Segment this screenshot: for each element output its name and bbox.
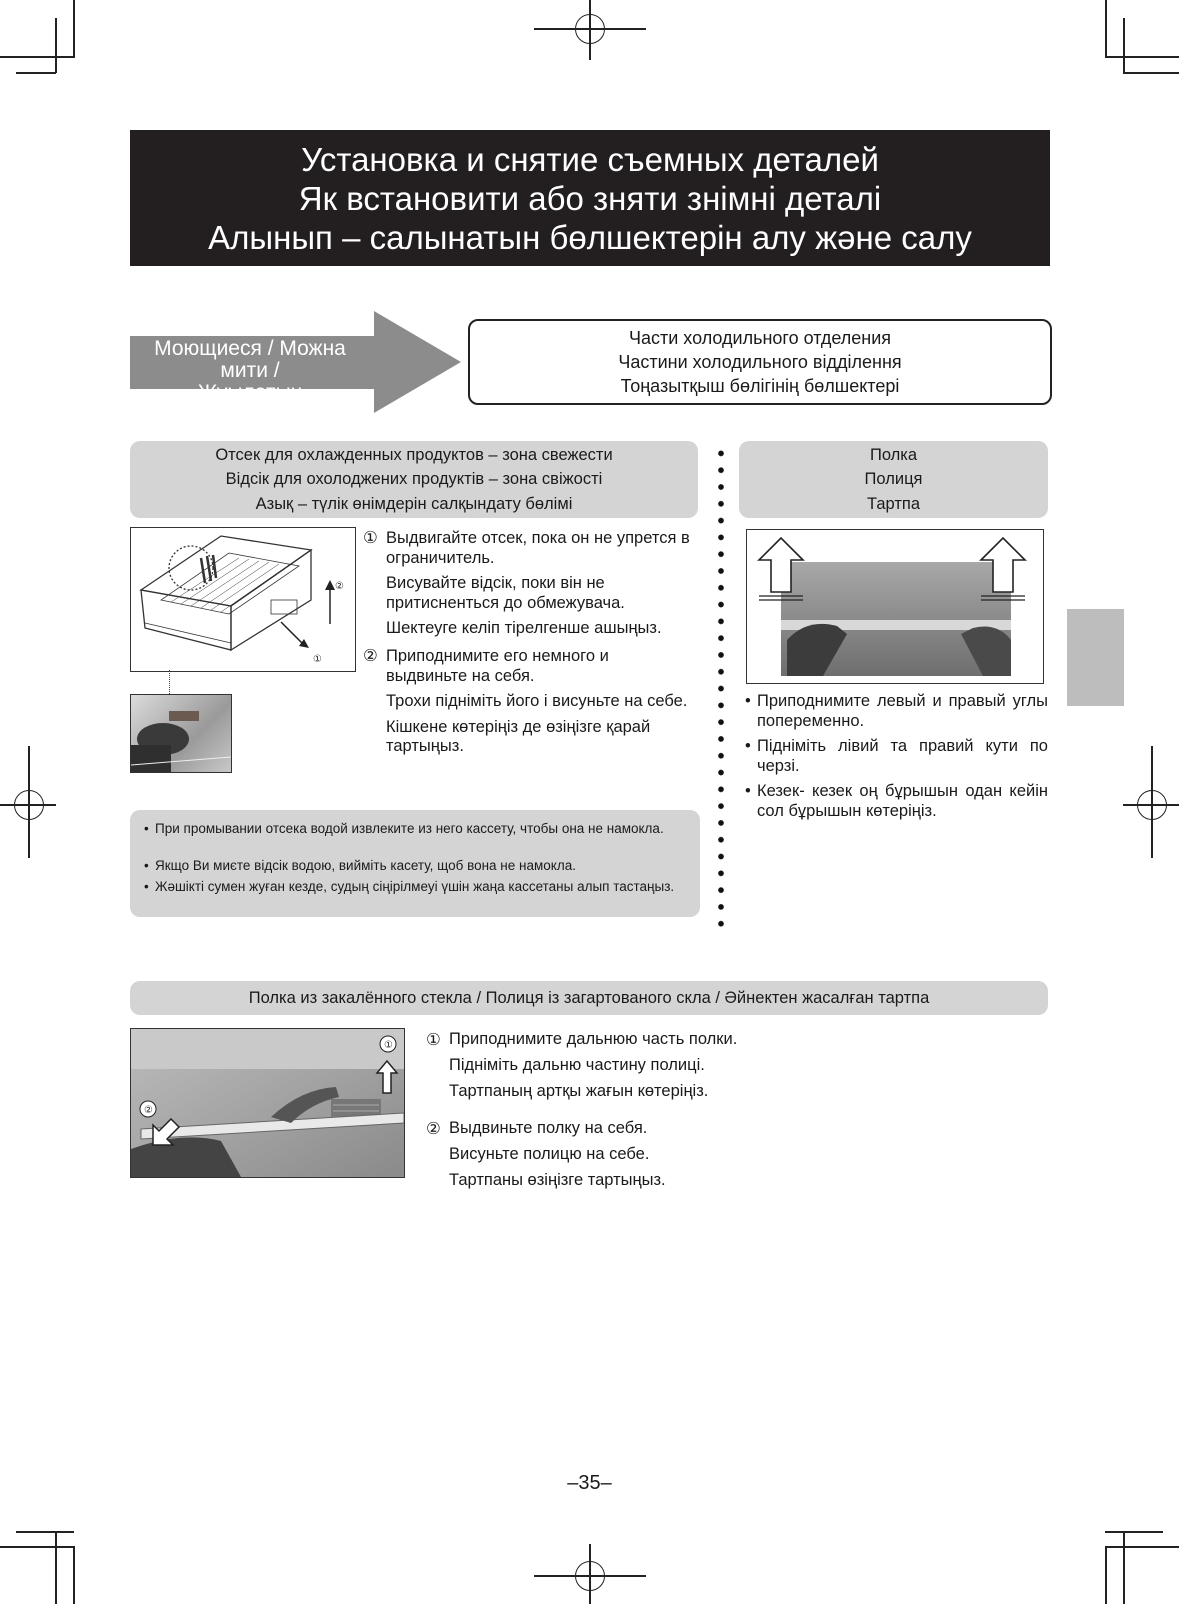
crop-mark: [1123, 18, 1125, 73]
shelf-header-ru: Полка: [869, 445, 918, 464]
chilled-step-2-kk: Кішкене көтеріңіз де өзіңізге қарай тартыңыз.: [386, 717, 651, 755]
section-tab: [1067, 609, 1124, 706]
note-text: Жәшікті сумен жуған кезде, судың сіңірілмеуі үшін жаңа кассетаны алып тастаңыз.: [155, 879, 675, 894]
washable-label-line1: Моющиеся / Можна мити /: [154, 337, 346, 382]
bullet: •: [745, 782, 751, 800]
title-ru: Установка и снятие съемных деталей: [301, 140, 879, 178]
chilled-header-kk: Азық – түлік өнімдерін салқындату бөлімі: [255, 494, 573, 513]
shelf-header: [739, 441, 1048, 518]
chilled-step-1: [363, 529, 703, 645]
glass-step-2-kk: Тартпаны өзіңізге тартыңыз.: [449, 1171, 666, 1189]
chilled-step-2-ru: Приподнимите его немного и выдвиньте на себя.: [386, 647, 609, 685]
registration-mark: [575, 14, 605, 44]
note-text: При промывании отсека водой извлеките из него кассету, чтобы она не намокла.: [155, 821, 664, 836]
glass-step-1-ru: Приподнимите дальнюю часть полки.: [449, 1030, 738, 1048]
shelf-header-kk: Тартпа: [867, 494, 920, 513]
crop-mark: [16, 1531, 74, 1533]
page-title: [130, 130, 1050, 266]
shelf-bullet: [745, 737, 1048, 776]
drawer-photo: [130, 694, 232, 773]
note-item: [144, 821, 684, 837]
glass-shelf-header-text: Полка из закалённого стекла / Полиця із загартованого скла / Әйнектен жасалған тартпа: [248, 988, 930, 1007]
glass-shelf-illustration: [131, 1029, 404, 1177]
crop-mark: [1105, 1546, 1179, 1548]
shelf-bullet: [745, 692, 1048, 731]
glass-step-1-kk: Тартпаның артқы жағын көтеріңіз.: [449, 1082, 709, 1100]
shelf-header-uk: Полиця: [864, 470, 923, 489]
bullet: •: [144, 858, 149, 873]
crop-mark: [1105, 1531, 1163, 1533]
glass-step-2-uk: Висуньте полицю на себе.: [449, 1145, 650, 1163]
photo-label-two: ②: [144, 1105, 153, 1116]
crop-mark: [1105, 56, 1179, 58]
bullet: •: [144, 821, 149, 836]
drawer-diagram: [130, 527, 356, 672]
crop-mark: [0, 56, 73, 58]
washable-label: [130, 338, 370, 404]
chilled-header-ru: Отсек для охлажденных продуктов – зона свежести: [215, 445, 613, 464]
crop-mark: [0, 1546, 73, 1548]
photo-label-one: ①: [384, 1040, 393, 1051]
glass-step-1-uk: Підніміть дальню частину полиці.: [449, 1056, 705, 1074]
shelf-bullet: [745, 782, 1048, 821]
title-uk: Як встановити або зняти знімні деталі: [298, 179, 882, 217]
crop-mark: [55, 1531, 57, 1604]
glass-step-1-number: ①: [426, 1031, 441, 1049]
title-kk: Алынып – салынатын бөлшектерін алу және салу: [208, 218, 972, 256]
shelf-photo: [746, 529, 1044, 684]
note-text: Якщо Ви миєте відсік водою, вийміть касету, щоб вона не намокла.: [155, 858, 576, 873]
note-item: [144, 858, 684, 874]
bullet: •: [144, 879, 149, 894]
crop-mark: [73, 0, 75, 58]
chilled-header-uk: Відсік для охолоджених продуктів – зона свіжості: [225, 470, 603, 489]
crop-mark: [73, 1546, 75, 1604]
chilled-step-2: [363, 647, 693, 763]
fridge-parts-uk: Частини холодильного відділення: [618, 352, 902, 372]
step-2-number: ②: [363, 647, 378, 665]
bullet: •: [745, 737, 751, 755]
chilled-step-2-uk: Трохи підніміть його і висуньте на себе.: [386, 692, 688, 710]
shelf-bullet-text: Кезек- кезек оң бұрышын одан кейін сол бұрышын көтеріңіз.: [757, 782, 1048, 820]
shelf-bullet-text: Підніміть лівий та правий кути по черзі.: [757, 737, 1048, 775]
shelf-lift-photo: [747, 530, 1043, 683]
crop-mark: [55, 18, 57, 73]
column-divider: [718, 445, 724, 937]
hand-photo: [131, 695, 231, 772]
glass-step-2-number: ②: [426, 1120, 441, 1138]
glass-shelf-photo: [130, 1028, 405, 1178]
crop-mark: [16, 72, 56, 74]
crop-mark: [1123, 72, 1179, 74]
registration-mark: [575, 1561, 605, 1591]
chilled-step-1-uk: Висувайте відсік, поки він не притисненться до обмежувача.: [386, 574, 625, 612]
drawer-illustration: [131, 528, 355, 671]
glass-shelf-header: [130, 981, 1048, 1015]
leader-line: [169, 670, 170, 694]
chilled-compartment-header: [130, 441, 698, 518]
fridge-parts-ru: Части холодильного отделения: [628, 328, 892, 348]
crop-mark: [1105, 0, 1107, 58]
bullet: •: [745, 692, 751, 710]
note-item: [144, 879, 684, 895]
diagram-label-up: ②: [335, 581, 344, 592]
crop-mark: [1123, 1531, 1125, 1604]
shelf-bullet-text: Приподнимите левый и правый углы попеременно.: [757, 692, 1048, 730]
washable-label-line2: Жуылатын: [197, 381, 303, 404]
fridge-parts-box: [468, 319, 1052, 405]
glass-step-2-ru: Выдвиньте полку на себя.: [449, 1119, 648, 1137]
step-1-number: ①: [363, 529, 378, 547]
crop-mark: [1105, 1546, 1107, 1604]
chilled-step-1-ru: Выдвигайте отсек, пока он не упрется в ограничитель.: [386, 529, 690, 567]
diagram-label-pull: ①: [313, 654, 322, 665]
chilled-step-1-kk: Шектеуге келіп тірелгенше ашыңыз.: [386, 619, 662, 637]
registration-mark: [14, 790, 44, 820]
fridge-parts-kk: Тоңазытқыш бөлігінің бөлшектері: [620, 376, 900, 396]
page-number: –35–: [567, 1472, 612, 1494]
washing-notes: [130, 810, 700, 917]
registration-mark: [1137, 790, 1167, 820]
